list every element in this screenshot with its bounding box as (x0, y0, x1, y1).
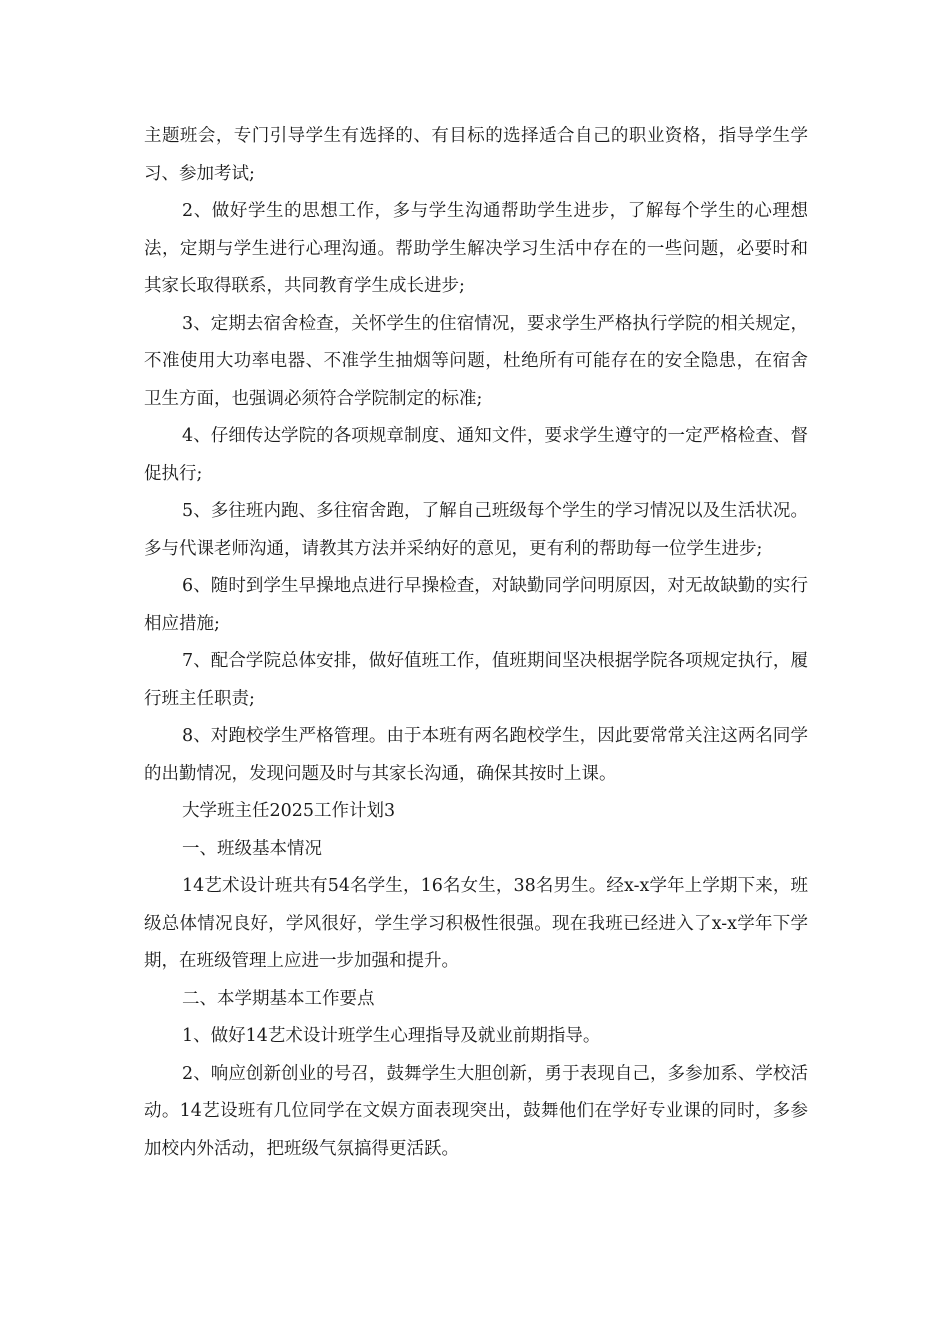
paragraph-item-5: 5、多往班内跑、多往宿舍跑，了解自己班级每个学生的学习情况以及生活状况。多与代课老师沟通，请教其方法并采纳好的意见，更有利的帮助每一位学生进步; (144, 501, 808, 559)
document-page (144, 118, 808, 1168)
paragraph-item-2: 2、做好学生的思想工作，多与学生沟通帮助学生进步，了解每个学生的心理想法，定期与学生进行心理沟通。帮助学生解决学习生活中存在的一些问题，必要时和其家长取得联系，共同教育学生成长进步; (144, 201, 808, 296)
paragraph-class-info: 14艺术设计班共有54名学生，16名女生，38名男生。经x-x学年上学期下来，班级总体情况良好，学风很好，学生学习积极性很强。现在我班已经进入了x-x学年下学期，在班级管理上应进一步加强和提升。 (144, 876, 808, 971)
section-title: 大学班主任2025工作计划3 (182, 801, 396, 821)
section-heading-basic-info: 一、班级基本情况 (182, 838, 322, 859)
paragraph-item-8: 8、对跑校学生严格管理。由于本班有两名跑校学生，因此要常常关注这两名同学的出勤情况，发现问题及时与其家长沟通，确保其按时上课。 (144, 726, 808, 784)
paragraph-item-3: 3、定期去宿舍检查，关怀学生的住宿情况，要求学生严格执行学院的相关规定，不准使用大功率电器、不准学生抽烟等问题，杜绝所有可能存在的安全隐患，在宿舍卫生方面，也强调必须符合学院制定的标准; (144, 313, 808, 409)
paragraph-point-2: 2、响应创新创业的号召，鼓舞学生大胆创新，勇于表现自己，多参加系、学校活动。14艺设班有几位同学在文娱方面表现突出，鼓舞他们在学好专业课的同时，多参加校内外活动，把班级气氛搞得更活跃。 (144, 1063, 808, 1159)
paragraph-point-1: 1、做好14艺术设计班学生心理指导及就业前期指导。 (182, 1026, 601, 1046)
paragraph-item-6: 6、随时到学生早操地点进行早操检查，对缺勤同学问明原因，对无故缺勤的实行相应措施; (144, 576, 808, 634)
paragraph-item-4: 4、仔细传达学院的各项规章制度、通知文件，要求学生遵守的一定严格检查、督促执行; (144, 426, 808, 484)
paragraph-item-7: 7、配合学院总体安排，做好值班工作，值班期间坚决根据学院各项规定执行，履行班主任职责; (144, 651, 808, 709)
paragraph-continuation: 主题班会，专门引导学生有选择的、有目标的选择适合自己的职业资格，指导学生学习、参加考试; (144, 126, 808, 184)
section-heading-work-points: 二、本学期基本工作要点 (182, 988, 375, 1009)
